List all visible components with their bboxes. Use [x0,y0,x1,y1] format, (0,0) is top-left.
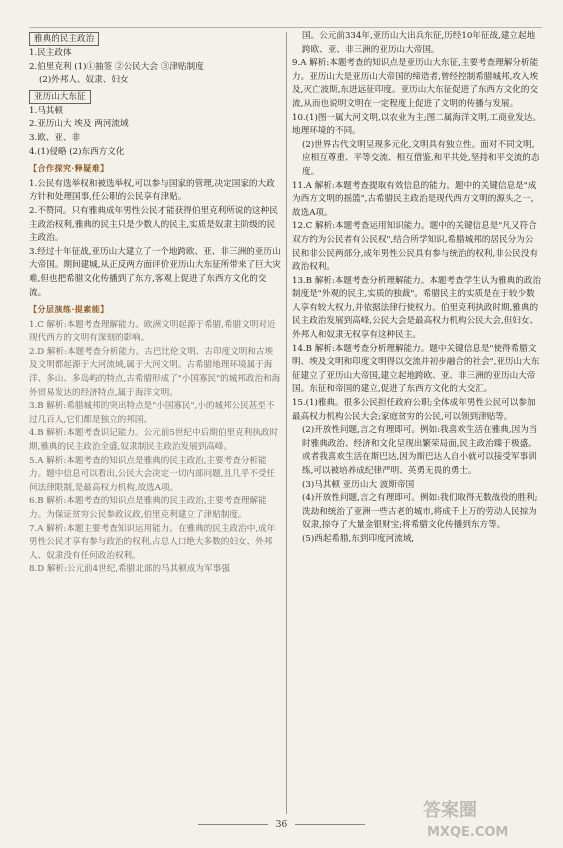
answer-paragraph: (2)世界古代文明呈现多元化,文明具有独立性。面对不同文明,应相互尊重、平等交流、相互借鉴,和平共处,坚持和平交流的态度。 [302,139,540,177]
outline-line: 2.伯里克利 (1)①抽签 ②公民大会 ③津贴制度 [29,61,204,72]
right-column [292,30,542,547]
top-rule [29,27,542,28]
section-title-athens-democracy: 雅典的民主政治 [29,32,99,46]
page-number-rule [198,824,268,825]
answer-paragraph: 2.不赞同。只有雅典成年男性公民才能获得伯里克利所说的这种民主政治权利,雅典的民主只是少数人的民主,实质是奴隶主阶级的民主政治。 [29,205,278,244]
answer-paragraph: 13.B 解析:本题考查分析理解能力。本题考查学生认为雅典的政治制度是"外观的民主,实质的独裁"。希腊民主的实质是在于较少数人享有较大权力,并依据法律行使权力。伯里克利执政时期,雅典的民主政治发展到高峰,公民大会是最高权力机构公民大会,但妇女、外邦人和奴隶无权享有这种民主。 [292,275,542,341]
answer-paragraph: 3.经过十年征战,亚历山大建立了一个地跨欧、亚、非三洲的亚历山大帝国。期间建城,从正反两方面评价亚历山大东征所带来了巨大灾难,但也把希腊文化传播到了东方,客观上促进了东西方文化的交流。 [29,246,281,298]
answer-paragraph: 4.B 解析:本题考查识记能力。公元前5世纪中后期伯里克利执政时期,雅典的民主政治全盛,奴隶制民主政治发展到高峰。 [29,428,279,453]
answer-paragraph: (5)西起希腊,东到印度河流域, [302,533,415,544]
watermark-logo [417,794,557,842]
answer-paragraph: 1.C 解析:本题考查理解能力。欧洲文明起源于希腊,希腊文明对近现代西方的文明有深刻的影响。 [29,319,276,344]
answer-paragraph: 1.公民有选举权和被选举权,可以参与国家的管理,决定国家的大政方针和处理国事,任公职的公民享有津贴。 [29,178,275,203]
section-title-alexander: 亚历山大东征 [29,90,91,104]
answer-paragraph: 15.(1)雅典。很多公民担任政府公职;全体成年男性公民可以参加最高权力机构公民大会;家庭贫穷的公民,可以领到津贴等。 [292,398,536,422]
outline-line: (2)外邦人、奴隶、妇女 [39,75,129,86]
answer-paragraph: 8.D 解析:公元前4世纪,希腊北部的马其顿成为军事强 [29,564,230,575]
answer-paragraph: 9.A 解析:本题考查的知识点是亚历山大东征,主要考查理解分析能力。亚历山大是亚历山大帝国的缔造者,曾经控制希腊城邦,攻入埃及,灭亡波斯,东进远征印度。亚历山大东征促进了东西方文化的交流,从而也说明文明在一定程度上促进了文明的传播与发展。 [292,58,539,109]
band-layered-practice: 【分层演练·提素能】 [29,304,109,315]
answer-paragraph: 国。公元前334年,亚历山大出兵东征,历经10年征战,建立起地跨欧、亚、非三洲的亚历山大帝国。 [302,31,536,55]
page-number-text: 36 [275,820,288,830]
outline-line: 1.民主政体 [29,48,72,58]
answer-paragraph: 6.B 解析:本题考查的知识点是雅典的民主政治,主要考查理解能力。为保证贫穷公民参政议政,伯里克利建立了津贴制度。 [29,496,267,520]
svg-text:MXQE.COM: MXQE.COM [427,825,509,840]
answer-paragraph: 3.B 解析:希腊城邦的突出特点是"小国寡民",小的城邦公民甚至不过几百人,它们都是独立的邦国。 [29,401,275,425]
left-column [29,30,281,577]
band-cooperative-inquiry: 【合作探究·释疑难】 [29,163,109,174]
svg-text:答案圈: 答案圈 [423,800,477,821]
answer-paragraph: 12.C 解析:本题考查运用知识能力。题中的关键信息是"凡又符合双方约为公民者有公民权",结合所学知识,希腊城邦的居民分为公民和非公民两部分,成年男性公民具有参与统治的权利,非公民没有政治权利。 [292,221,539,273]
answer-paragraph: (3)马其顿 亚历山大 波斯帝国 [302,479,415,490]
answer-paragraph: 11.A 解析:本题考查提取有效信息的能力。题中的关键信息是"成为西方文明的摇篮",古希腊民主政治是现代西方文明的源头之一,故选A项。 [292,180,537,218]
outline-line: 3.欧、亚、非 [29,132,81,143]
answer-paragraph: 7.A 解析:本题主要考查知识运用能力。在雅典的民主政治中,成年男性公民才享有参与政治的权利,占总人口绝大多数的妇女、外邦人、奴隶没有任何政治权利。 [29,523,276,561]
outline-line: 2.亚历山大 埃及 两河流域 [29,119,129,130]
column-divider [286,32,287,814]
outline-line: 4.(1)侵略 (2)东西方文化 [29,146,125,157]
answer-paragraph: (4)开放性问题,言之有理即可。例如:我们取得无数战役的胜利;洗劫和统治了亚洲一些古老的城市,将成千上万的劳动人民掠为奴隶,掠夺了大量金银财宝;将希腊文化传播到东方等。 [302,493,538,531]
answer-paragraph: 2.D 解析:本题考查分析能力。古巴比伦文明、古印度文明和古埃及文明都起源于大河流域,属于大河文明。古希腊地理环境属于海洋、多山、多岛屿的特点,古希腊形成了"小国寡民"的城邦政治和海外贸易发达的经济特点,属于海洋文明。 [29,346,281,398]
outline-line: 1.马其顿 [29,105,63,116]
answer-paragraph: 5.A 解析:本题考查的知识点是雅典的民主政治,主要考查分析能力。题中信息可以看出,公民大会决定一切内部问题,且几乎不受任何法律限制,是最高权力机构,故选A项。 [29,455,276,493]
answer-paragraph: 10.(1)图一属大河文明,以农业为主;图二属海洋文明,工商业发达。地理环境的不同。 [292,112,542,137]
page-number-rule [295,824,365,825]
answer-paragraph: 14.B 解析:本题考查分析理解能力。题中关键信息是"使得希腊文明、埃及文明和印度文明得以交流并初步融合的社会",亚历山大东征建立了亚历山大帝国,建立起地跨欧、亚、非三洲的亚历山大帝国。东征和帝国的建立,促进了东西方文化的大交汇。 [292,343,540,395]
answer-paragraph: (2)开放性问题,言之有理即可。例如:我喜欢生活在雅典,因为当时雅典政治、经济和文化呈现出繁荣局面,民主政治臻于极盛。或者我喜欢生活在斯巴达,因为斯巴达人自小就可以接受军事训练,可以被培养成纪律严明、英勇无畏的勇士。 [302,425,538,476]
